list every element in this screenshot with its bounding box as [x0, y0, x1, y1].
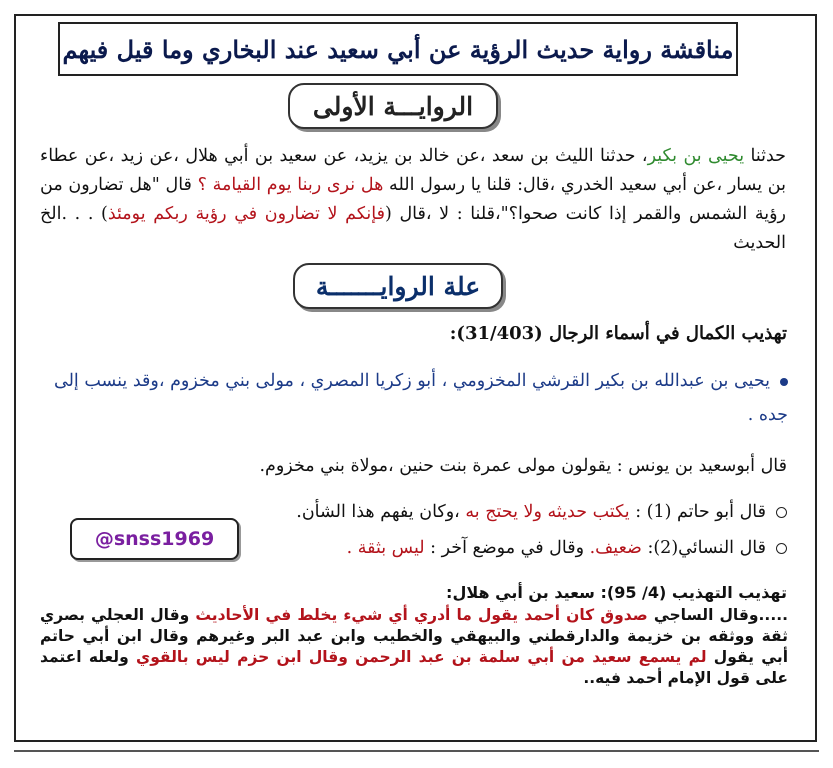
watermark-handle: @snss1969 [70, 518, 239, 560]
narrator-highlight: يحيى بن بكير [647, 146, 745, 166]
tahdhib-tahdhib-heading: تهذيب التهذيب (4/ 95): سعيد بن أبي هلال: [446, 583, 787, 602]
item-text: قال النسائي(2): [641, 538, 766, 558]
nasai-item [347, 538, 787, 558]
bullet-icon [780, 378, 788, 386]
para-part: .....وقال الساجي [647, 606, 788, 624]
item-text: وقال في موضع آخر : [424, 538, 590, 558]
para-part: وقال العجلي بصري ثقة ووثقه بن خزيمة والدارقطني والبيهقي والخطيب وابن عبد البر وغيرهم وقال ابن أبي حاتم أبي يقول [40, 606, 789, 666]
hadith-part: قال "هل تضارون من رؤية الشمس والقمر إذا كانت صحوا؟"،قلنا : لا ،قال ( [40, 175, 786, 224]
hadith-part: ) . . .الخ الحديث [40, 204, 786, 253]
para-highlight: صدوق كان أحمد يقول ما أدري أي شيء يخلط في الأحاديث [195, 606, 648, 624]
item-highlight: يكتب حديثه ولا يحتج به [465, 502, 630, 522]
hadith-part: حدثنا [744, 146, 786, 166]
saeed-paragraph [40, 605, 788, 689]
abu-hatim-item [296, 502, 787, 522]
item-highlight: ليس بثقة . [346, 538, 425, 558]
tahdhib-heading: تهذيب الكمال في أسماء الرجال (31/403): [449, 323, 787, 344]
para-highlight: لم يسمع سعيد من أبي سلمة بن عبد الرحمن [355, 648, 707, 666]
para-part: ولعله اعتمد على قول الإمام أحمد فيه.. [40, 648, 788, 687]
bullet-item [36, 364, 788, 432]
defect-badge: علة الروايـــــــة [293, 263, 503, 309]
page-title: مناقشة رواية حديث الرؤية عن أبي سعيد عند البخاري وما قيل فيهم [58, 22, 738, 76]
para-highlight: وقال ابن حزم ليس بالقوي [136, 648, 348, 666]
item-text: ،وكان يفهم هذا الشأن. [296, 502, 466, 522]
circle-bullet-icon [776, 543, 787, 554]
bottom-divider [14, 750, 819, 758]
circle-bullet-icon [776, 507, 787, 518]
bullet-text: يحيى بن عبدالله بن بكير القرشي المخزومي ، أبو زكريا المصري ، مولى بني مخزوم ،وقد ينسب إلى جده . [54, 371, 788, 425]
item-text: قال أبو حاتم (1) : [629, 502, 766, 522]
hadith-part: ، حدثنا الليث بن سعد ،عن خالد بن يزيد، عن سعيد بن أبي هلال ،عن زيد ،عن عطاء بن يسار ،عن أبي سعيد الخدري ،قال: قلنا يا رسول الله [40, 146, 786, 195]
first-narration-badge: الروايـــة الأولى [288, 83, 498, 129]
ibn-yunus-quote: قال أبوسعيد بن يونس : يقولون مولى عمرة بنت حنين ،مولاة بني مخزوم. [259, 456, 787, 476]
answer-highlight: فإنكم لا تضارون في رؤية ربكم يومئذ [107, 204, 385, 224]
hadith-text [40, 142, 786, 258]
question-highlight: هل نرى ربنا يوم القيامة ؟ [197, 175, 384, 195]
item-highlight: ضعيف. [589, 538, 642, 558]
